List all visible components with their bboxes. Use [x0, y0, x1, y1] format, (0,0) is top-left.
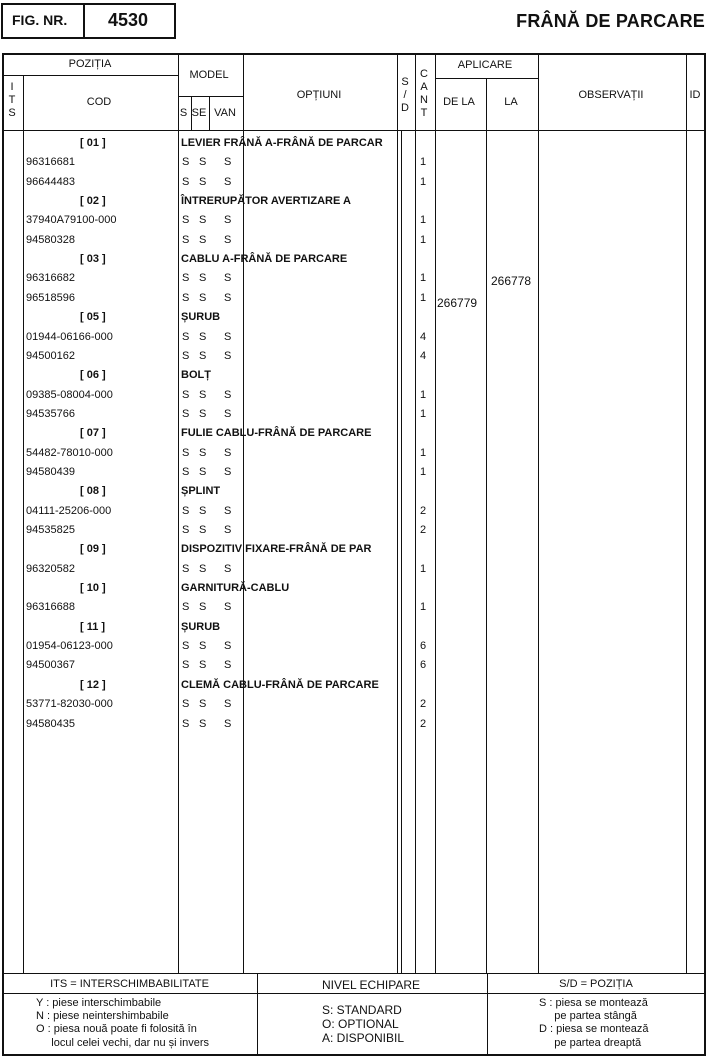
model-s-value: S — [182, 718, 190, 730]
model-se-value: S — [199, 640, 207, 652]
model-se-value: S — [199, 292, 207, 304]
quantity-value: 1 — [420, 156, 427, 168]
part-code: 09385-08004-000 — [26, 389, 113, 401]
model-van-value: S — [224, 698, 232, 710]
part-code: 94535766 — [26, 408, 75, 420]
col-id: ID — [689, 89, 701, 101]
part-code: 96316688 — [26, 601, 75, 613]
model-se-value: S — [199, 176, 207, 188]
part-code: 01944-06166-000 — [26, 331, 113, 343]
position-number: [ 05 ] — [80, 311, 106, 323]
col-aplicare: APLICARE — [457, 59, 513, 71]
model-van-value: S — [224, 234, 232, 246]
col-pozitia: POZIȚIA — [68, 58, 112, 70]
model-van-value: S — [224, 466, 232, 478]
model-van-value: S — [224, 350, 232, 362]
quantity-value: 2 — [420, 524, 427, 536]
model-se-value: S — [199, 214, 207, 226]
model-van-value: S — [224, 331, 232, 343]
position-number: [ 02 ] — [80, 195, 106, 207]
quantity-value: 1 — [420, 563, 427, 575]
model-s-value: S — [182, 214, 190, 226]
part-group-description: LEVIER FRÂNĂ A-FRÂNĂ DE PARCAR — [181, 137, 383, 149]
part-code: 04111-25206-000 — [26, 505, 112, 517]
model-se-value: S — [199, 698, 207, 710]
col-observatii: OBSERVAȚII — [578, 89, 644, 101]
part-code: 94535825 — [26, 524, 75, 536]
model-van-value: S — [224, 272, 232, 284]
legend-its-lines: Y : piese interschimbabile N : piese neintershimbabile O : piesa nouă poate fi folosită în locul celei vechi, dar nu și invers — [36, 997, 210, 1049]
model-s-value: S — [182, 466, 190, 478]
col-its: I T S — [8, 81, 16, 119]
model-se-value: S — [199, 389, 207, 401]
model-s-value: S — [182, 524, 190, 536]
part-group-description: ȘPLINT — [181, 485, 221, 497]
quantity-value: 1 — [420, 466, 427, 478]
model-se-value: S — [199, 563, 207, 575]
part-group-description: ȘURUB — [181, 311, 221, 323]
model-s-value: S — [182, 234, 190, 246]
part-group-description: CLEMĂ CABLU-FRÂNĂ DE PARCARE — [181, 679, 379, 691]
col-model-se: SE — [191, 107, 207, 119]
model-se-value: S — [199, 331, 207, 343]
part-code: 94580435 — [26, 718, 75, 730]
model-van-value: S — [224, 659, 232, 671]
model-van-value: S — [224, 718, 232, 730]
position-number: [ 01 ] — [80, 137, 106, 149]
part-code: 96320582 — [26, 563, 75, 575]
model-s-value: S — [182, 272, 190, 284]
model-s-value: S — [182, 563, 190, 575]
quantity-value: 1 — [420, 272, 427, 284]
model-se-value: S — [199, 601, 207, 613]
model-se-value: S — [199, 447, 207, 459]
quantity-value: 1 — [420, 389, 427, 401]
part-code: 94500367 — [26, 659, 75, 671]
model-se-value: S — [199, 718, 207, 730]
legend-sd-title: S/D = POZIȚIA — [559, 978, 633, 990]
quantity-value: 1 — [420, 234, 427, 246]
part-group-description: ȘURUB — [181, 621, 221, 633]
model-se-value: S — [199, 466, 207, 478]
col-de-la: DE LA — [443, 96, 475, 108]
model-s-value: S — [182, 389, 190, 401]
model-s-value: S — [182, 601, 190, 613]
quantity-value: 4 — [420, 350, 427, 362]
part-group-description: CABLU A-FRÂNĂ DE PARCARE — [181, 253, 348, 265]
model-se-value: S — [199, 156, 207, 168]
model-s-value: S — [182, 447, 190, 459]
position-number: [ 07 ] — [80, 427, 106, 439]
part-code: 94580439 — [26, 466, 75, 478]
col-model: MODEL — [189, 69, 229, 81]
model-van-value: S — [224, 176, 232, 188]
legend-nivel-lines: S: STANDARD O: OPTIONAL A: DISPONIBIL — [322, 1003, 405, 1045]
legend-nivel-title: NIVEL ECHIPARE — [321, 978, 421, 992]
model-van-value: S — [224, 408, 232, 420]
part-code: 53771-82030-000 — [26, 698, 113, 710]
quantity-value: 2 — [420, 698, 427, 710]
model-van-value: S — [224, 214, 232, 226]
model-se-value: S — [199, 505, 207, 517]
quantity-value: 1 — [420, 601, 427, 613]
model-se-value: S — [199, 350, 207, 362]
quantity-value: 2 — [420, 505, 427, 517]
position-number: [ 08 ] — [80, 485, 106, 497]
quantity-value: 1 — [420, 214, 427, 226]
quantity-value: 1 — [420, 292, 427, 304]
col-cant: C A N T — [420, 68, 428, 119]
part-group-description: GARNITURĂ-CABLU — [181, 582, 290, 594]
model-s-value: S — [182, 698, 190, 710]
part-code: 54482-78010-000 — [26, 447, 113, 459]
part-code: 94580328 — [26, 234, 75, 246]
part-group-description: FULIE CABLU-FRÂNĂ DE PARCARE — [181, 427, 372, 439]
applies-from-value: 266779 — [437, 296, 478, 310]
part-code: 96518596 — [26, 292, 75, 304]
applies-to-value: 266778 — [491, 274, 532, 288]
model-van-value: S — [224, 640, 232, 652]
model-se-value: S — [199, 659, 207, 671]
model-van-value: S — [224, 156, 232, 168]
col-model-s: S — [179, 107, 188, 119]
part-code: 96316682 — [26, 272, 75, 284]
part-group-description: BOLȚ — [181, 369, 211, 381]
part-code: 37940A79100-000 — [26, 214, 117, 226]
quantity-value: 6 — [420, 640, 427, 652]
figure-label: FIG. NR. — [12, 12, 68, 28]
position-number: [ 06 ] — [80, 369, 106, 381]
col-optiuni: OPȚIUNI — [296, 89, 342, 101]
model-s-value: S — [182, 408, 190, 420]
part-group-description: DISPOZITIV FIXARE-FRÂNĂ DE PAR — [181, 543, 372, 555]
quantity-value: 1 — [420, 447, 427, 459]
quantity-value: 1 — [420, 176, 427, 188]
position-number: [ 03 ] — [80, 253, 106, 265]
part-code: 96316681 — [26, 156, 75, 168]
quantity-value: 2 — [420, 718, 427, 730]
col-cod: COD — [86, 96, 112, 108]
quantity-value: 1 — [420, 408, 427, 420]
model-se-value: S — [199, 234, 207, 246]
part-code: 96644483 — [26, 176, 75, 188]
figure-number: 4530 — [108, 10, 149, 30]
model-se-value: S — [199, 524, 207, 536]
model-van-value: S — [224, 524, 232, 536]
quantity-value: 6 — [420, 659, 427, 671]
model-s-value: S — [182, 505, 190, 517]
position-number: [ 12 ] — [80, 679, 106, 691]
model-s-value: S — [182, 659, 190, 671]
model-se-value: S — [199, 408, 207, 420]
col-model-van: VAN — [214, 107, 236, 119]
part-code: 94500162 — [26, 350, 75, 362]
col-sd: S / D — [401, 76, 409, 114]
model-van-value: S — [224, 389, 232, 401]
model-van-value: S — [224, 292, 232, 304]
model-van-value: S — [224, 601, 232, 613]
model-s-value: S — [182, 331, 190, 343]
page-title: FRÂNĂ DE PARCARE — [516, 11, 705, 31]
model-s-value: S — [182, 156, 190, 168]
model-se-value: S — [199, 272, 207, 284]
position-number: [ 09 ] — [80, 543, 106, 555]
legend-sd-lines: S : piesa se montează pe partea stângă D : piesa se montează pe partea dreaptă — [539, 997, 649, 1049]
model-s-value: S — [182, 292, 190, 304]
position-number: [ 11 ] — [80, 621, 106, 633]
legend-its-title: ITS = INTERSCHIMBABILITATE — [50, 978, 209, 990]
model-s-value: S — [182, 640, 190, 652]
model-van-value: S — [224, 563, 232, 575]
model-van-value: S — [224, 505, 232, 517]
quantity-value: 4 — [420, 331, 427, 343]
col-la: LA — [504, 96, 518, 108]
part-code: 01954-06123-000 — [26, 640, 113, 652]
model-van-value: S — [224, 447, 232, 459]
model-s-value: S — [182, 176, 190, 188]
position-number: [ 10 ] — [80, 582, 106, 594]
model-s-value: S — [182, 350, 190, 362]
part-group-description: ÎNTRERUPĂTOR AVERTIZARE A — [181, 195, 351, 207]
